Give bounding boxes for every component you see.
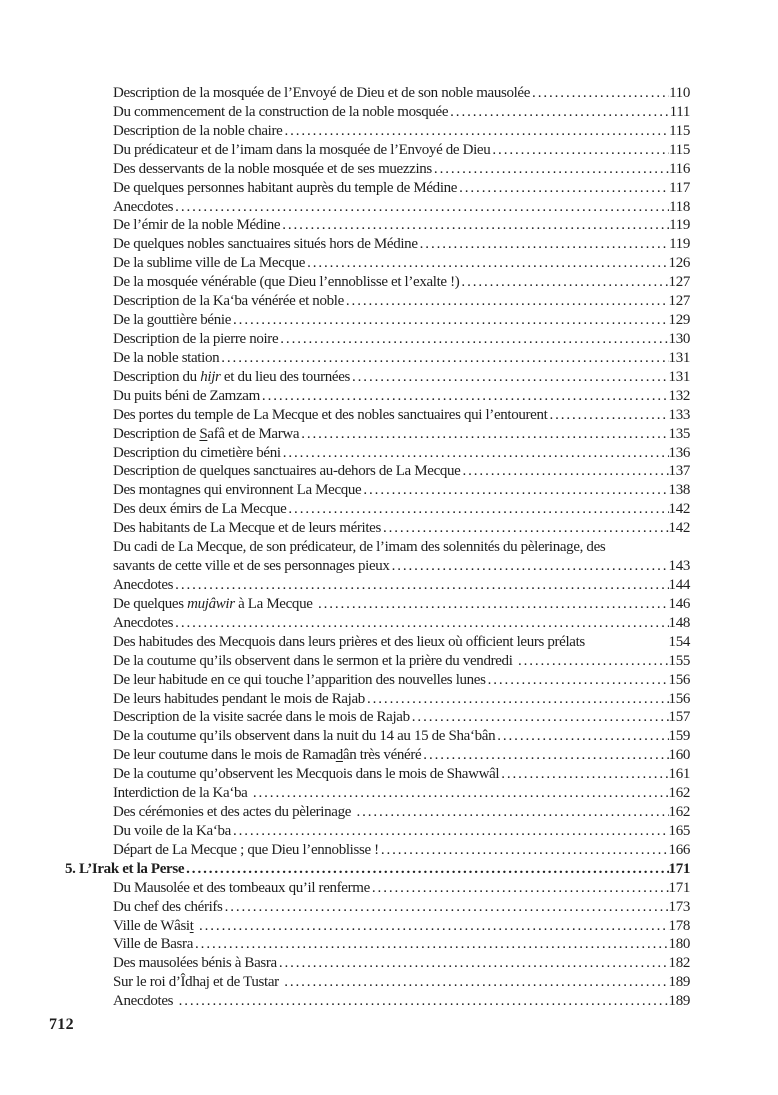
toc-entry bbox=[65, 84, 690, 103]
dot-leader bbox=[283, 444, 669, 463]
toc-entry-page-number: 189 bbox=[668, 993, 690, 1010]
toc-entry-page-number: 182 bbox=[668, 955, 690, 972]
toc-entry-page-number: 178 bbox=[668, 917, 690, 934]
toc-entry bbox=[65, 311, 690, 330]
toc-entry bbox=[65, 481, 690, 500]
toc-entry-page-number: 111 bbox=[669, 103, 690, 120]
toc-entry-page-number: 154 bbox=[668, 633, 690, 650]
dot-leader bbox=[225, 898, 669, 917]
toc-entry-title: De quelques mujâwir à La Mecque bbox=[113, 595, 316, 612]
toc-entry-page-number: 162 bbox=[668, 804, 690, 821]
toc-entry-page-number: 180 bbox=[668, 936, 690, 953]
toc-entry-page-number: 116 bbox=[669, 160, 690, 177]
toc-entry-page-number: 117 bbox=[669, 179, 690, 196]
toc-entry bbox=[65, 879, 690, 898]
toc-entry-page-number: 131 bbox=[668, 368, 690, 385]
toc-entry-page-number: 157 bbox=[668, 709, 690, 726]
toc-entry-page-number: 115 bbox=[669, 122, 690, 139]
toc-entry bbox=[65, 690, 690, 709]
dot-leader bbox=[233, 822, 669, 841]
toc-entry-title: Du commencement de la construction de la noble mosquée bbox=[113, 103, 449, 120]
toc-entry-page-number: 171 bbox=[668, 860, 690, 877]
toc-entry-title: De leur habitude en ce qui touche l’apparition des nouvelles lunes bbox=[113, 671, 486, 688]
dot-leader bbox=[346, 292, 669, 311]
toc-entry bbox=[65, 198, 690, 217]
toc-entry bbox=[65, 557, 690, 576]
toc-entry-title: Description de la noble chaire bbox=[113, 122, 283, 139]
dot-leader bbox=[279, 954, 669, 973]
dot-leader bbox=[381, 841, 669, 860]
toc-entry-page-number: 156 bbox=[668, 671, 690, 688]
toc-entry-title: Du chef des chérifs bbox=[113, 898, 223, 915]
toc-entry bbox=[65, 235, 690, 254]
toc-entry-title: savants de cette ville et de ses personnages pieux bbox=[113, 558, 390, 575]
toc-entry-title: Du voile de la Ka‘ba bbox=[113, 822, 231, 839]
toc-entry-title: Des desservants de la noble mosquée et de ses muezzins bbox=[113, 160, 432, 177]
toc-entry-page-number: 119 bbox=[669, 236, 690, 253]
toc-entry bbox=[65, 387, 690, 406]
toc-entry-page-number: 189 bbox=[668, 974, 690, 991]
toc-entry bbox=[65, 973, 690, 992]
dot-leader bbox=[175, 576, 668, 595]
toc-entry bbox=[65, 576, 690, 595]
dot-leader bbox=[462, 462, 668, 481]
toc-entry-title: De la sublime ville de La Mecque bbox=[113, 255, 306, 272]
toc-entry-title: Sur le roi d’Îdhaj et de Tustar bbox=[113, 974, 283, 991]
dot-leader bbox=[372, 879, 669, 898]
toc-entry-page-number: 155 bbox=[668, 652, 690, 669]
dot-leader bbox=[461, 273, 668, 292]
dot-leader bbox=[221, 349, 668, 368]
toc-entry bbox=[65, 898, 690, 917]
dot-leader bbox=[356, 803, 668, 822]
toc-entry-title: Du prédicateur et de l’imam dans la mosquée de l’Envoyé de Dieu bbox=[113, 141, 491, 158]
toc-entry-page-number: 119 bbox=[669, 217, 690, 234]
toc-entry bbox=[65, 935, 690, 954]
toc-entry-page-number: 173 bbox=[668, 898, 690, 915]
dot-leader bbox=[199, 917, 669, 936]
dot-leader bbox=[423, 746, 668, 765]
toc-entry-title: Des montagnes qui environnent La Mecque bbox=[113, 482, 362, 499]
toc-entry-title: Des cérémonies et des actes du pèlerinage bbox=[113, 804, 355, 821]
toc-entry-title: De la noble station bbox=[113, 349, 220, 366]
toc-entry bbox=[65, 803, 690, 822]
page-number-folio: 712 bbox=[49, 1016, 74, 1033]
dot-leader bbox=[367, 690, 669, 709]
toc-entry-title: Du puits béni de Zamzam bbox=[113, 387, 260, 404]
dot-leader bbox=[392, 557, 669, 576]
toc-entry-title: De leur coutume dans le mois de Ramadân très vénéré bbox=[113, 747, 422, 764]
toc-entry bbox=[65, 671, 690, 690]
toc-entry bbox=[65, 746, 690, 765]
toc-entry bbox=[65, 917, 690, 936]
dot-leader bbox=[501, 765, 668, 784]
toc-entry bbox=[65, 368, 690, 387]
toc-entry bbox=[65, 141, 690, 160]
toc-entry-title: De leurs habitudes pendant le mois de Rajab bbox=[113, 690, 365, 707]
toc-entry-title: Anecdotes bbox=[113, 614, 174, 631]
toc-entry-title: Ville de Wâsit bbox=[113, 917, 194, 934]
toc-entry bbox=[65, 179, 690, 198]
toc-entry bbox=[65, 349, 690, 368]
toc-entry-page-number: 146 bbox=[668, 595, 690, 612]
dot-leader bbox=[282, 216, 669, 235]
dot-leader bbox=[186, 860, 668, 879]
toc-entry bbox=[65, 103, 690, 122]
toc-entry-title: De quelques nobles sanctuaires situés hors de Médine bbox=[113, 236, 418, 253]
toc-entry-title: Des deux émirs de La Mecque bbox=[113, 501, 287, 518]
toc-entry-title: Description du cimetière béni bbox=[113, 444, 281, 461]
toc-entry-page-number: 171 bbox=[668, 879, 690, 896]
toc-entry bbox=[65, 406, 690, 425]
dot-leader bbox=[450, 103, 670, 122]
toc-entry bbox=[65, 462, 690, 481]
toc-entry bbox=[65, 765, 690, 784]
toc-entry-title: Des portes du temple de La Mecque et des nobles sanctuaires qui l’entourent bbox=[113, 406, 548, 423]
toc-entry bbox=[65, 425, 690, 444]
toc-entry bbox=[65, 330, 690, 349]
dot-leader bbox=[412, 708, 669, 727]
toc-entry bbox=[65, 614, 690, 633]
table-of-contents bbox=[65, 84, 690, 1011]
dot-leader bbox=[532, 84, 669, 103]
toc-entry bbox=[65, 708, 690, 727]
toc-entry-page-number: 126 bbox=[668, 255, 690, 272]
toc-entry-page-number: 135 bbox=[668, 425, 690, 442]
dot-leader bbox=[280, 330, 668, 349]
toc-entry-page-number: 148 bbox=[668, 614, 690, 631]
toc-entry-title: Anecdotes bbox=[113, 198, 174, 215]
dot-leader bbox=[549, 406, 668, 425]
toc-entry-page-number: 166 bbox=[668, 841, 690, 858]
toc-entry bbox=[65, 273, 690, 292]
toc-entry-page-number: 115 bbox=[669, 141, 690, 158]
toc-entry-title: Description de la visite sacrée dans le mois de Rajab bbox=[113, 709, 410, 726]
toc-entry bbox=[65, 784, 690, 803]
toc-entry-page-number: 161 bbox=[668, 766, 690, 783]
toc-entry-title: Départ de La Mecque ; que Dieu l’ennoblisse ! bbox=[113, 841, 379, 858]
toc-entry-title: Des mausolées bénis à Basra bbox=[113, 955, 277, 972]
toc-entry-page-number: 144 bbox=[668, 576, 690, 593]
dot-leader bbox=[497, 727, 668, 746]
dot-leader bbox=[195, 935, 669, 954]
toc-entry-title: Description du hijr et du lieu des tournées bbox=[113, 368, 350, 385]
toc-entry-page-number: 142 bbox=[668, 520, 690, 537]
toc-entry-page-number: 160 bbox=[668, 747, 690, 764]
toc-entry-page-number: 143 bbox=[668, 558, 690, 575]
toc-entry-title: Anecdotes bbox=[113, 576, 174, 593]
dot-leader bbox=[434, 160, 669, 179]
toc-entry-title: Description de Safâ et de Marwa bbox=[113, 425, 300, 442]
toc-entry-title: Des habitants de La Mecque et de leurs mérites bbox=[113, 520, 381, 537]
toc-entry-page-number: 137 bbox=[668, 463, 690, 480]
dot-leader bbox=[301, 425, 668, 444]
toc-entry-title: De la coutume qu’ils observent dans la nuit du 14 au 15 de Sha‘bân bbox=[113, 728, 496, 745]
toc-entry bbox=[65, 292, 690, 311]
dot-leader bbox=[318, 595, 669, 614]
toc-entry-title: Du Mausolée et des tombeaux qu’il renferme bbox=[113, 879, 370, 896]
toc-entry bbox=[65, 160, 690, 179]
toc-entry-page-number: 118 bbox=[669, 198, 690, 215]
toc-entry-title: De la coutume qu’ils observent dans le sermon et la prière du vendredi bbox=[113, 652, 516, 669]
dot-leader bbox=[179, 992, 669, 1011]
toc-entry-title: Description de quelques sanctuaires au-dehors de La Mecque bbox=[113, 463, 461, 480]
dot-leader bbox=[352, 368, 669, 387]
toc-entry-title: Description de la Ka‘ba vénérée et noble bbox=[113, 293, 344, 310]
toc-entry-page-number: 165 bbox=[668, 822, 690, 839]
toc-entry-page-number: 110 bbox=[669, 85, 690, 101]
toc-entry-page-number: 138 bbox=[668, 482, 690, 499]
dot-leader bbox=[459, 179, 669, 198]
toc-entry-page-number: 159 bbox=[668, 728, 690, 745]
toc-entry-title: De la gouttière bénie bbox=[113, 312, 232, 329]
toc-entry-title: De la mosquée vénérable (que Dieu l’ennoblisse et l’exalte !) bbox=[113, 274, 460, 291]
toc-entry bbox=[65, 822, 690, 841]
toc-entry-title: Interdiction de la Ka‘ba bbox=[113, 785, 251, 802]
dot-leader bbox=[420, 235, 669, 254]
toc-entry-page-number: 142 bbox=[668, 501, 690, 518]
toc-entry bbox=[65, 500, 690, 519]
toc-entry-title: Description de la pierre noire bbox=[113, 330, 279, 347]
toc-entry bbox=[65, 444, 690, 463]
toc-entry bbox=[65, 519, 690, 538]
dot-leader bbox=[175, 614, 668, 633]
dot-leader bbox=[284, 973, 668, 992]
toc-entry bbox=[65, 633, 690, 652]
toc-entry-title: Anecdotes bbox=[113, 993, 177, 1010]
dot-leader bbox=[492, 141, 669, 160]
toc-entry-page-number: 132 bbox=[668, 387, 690, 404]
toc-entry-page-number: 162 bbox=[668, 785, 690, 802]
toc-entry bbox=[65, 954, 690, 973]
toc-entry-page-number: 136 bbox=[668, 444, 690, 461]
toc-entry bbox=[65, 595, 690, 614]
toc-entry-title: De l’émir de la noble Médine bbox=[113, 217, 281, 234]
toc-entry-title: Du cadi de La Mecque, de son prédicateur, de l’imam des solennités du pèlerinage, des bbox=[113, 539, 606, 556]
toc-entry-page-number: 130 bbox=[668, 330, 690, 347]
toc-entry bbox=[65, 538, 690, 557]
toc-entry-title: Des habitudes des Mecquois dans leurs prières et des lieux où officient leurs prélats bbox=[113, 633, 585, 650]
toc-entry-title: 5. L’Irak et la Perse bbox=[65, 860, 185, 877]
toc-entry-page-number: 127 bbox=[668, 293, 690, 310]
toc-entry bbox=[65, 216, 690, 235]
dot-leader bbox=[383, 519, 669, 538]
toc-entry bbox=[65, 841, 690, 860]
toc-entry-page-number: 156 bbox=[668, 690, 690, 707]
toc-entry-title: De la coutume qu’observent les Mecquois dans le mois de Shawwâl bbox=[113, 766, 500, 783]
dot-leader bbox=[307, 254, 668, 273]
toc-entry-page-number: 129 bbox=[668, 312, 690, 329]
toc-entry bbox=[65, 254, 690, 273]
toc-entry-title: Description de la mosquée de l’Envoyé de Dieu et de son noble mausolée bbox=[113, 85, 531, 101]
toc-entry bbox=[65, 860, 690, 879]
toc-entry-page-number: 127 bbox=[668, 274, 690, 291]
dot-leader bbox=[262, 387, 669, 406]
toc-entry-title: Ville de Basra bbox=[113, 936, 194, 953]
dot-leader bbox=[253, 784, 669, 803]
dot-leader bbox=[488, 671, 669, 690]
toc-entry bbox=[65, 652, 690, 671]
toc-entry-page-number: 133 bbox=[668, 406, 690, 423]
dot-leader bbox=[284, 122, 669, 141]
toc-entry bbox=[65, 122, 690, 141]
dot-leader bbox=[288, 500, 668, 519]
toc-entry bbox=[65, 992, 690, 1011]
dot-leader bbox=[518, 652, 669, 671]
toc-entry-title: De quelques personnes habitant auprès du temple de Médine bbox=[113, 179, 458, 196]
dot-leader bbox=[363, 481, 668, 500]
dot-leader bbox=[233, 311, 669, 330]
toc-entry-page-number: 131 bbox=[668, 349, 690, 366]
toc-entry bbox=[65, 727, 690, 746]
dot-leader bbox=[175, 198, 669, 217]
